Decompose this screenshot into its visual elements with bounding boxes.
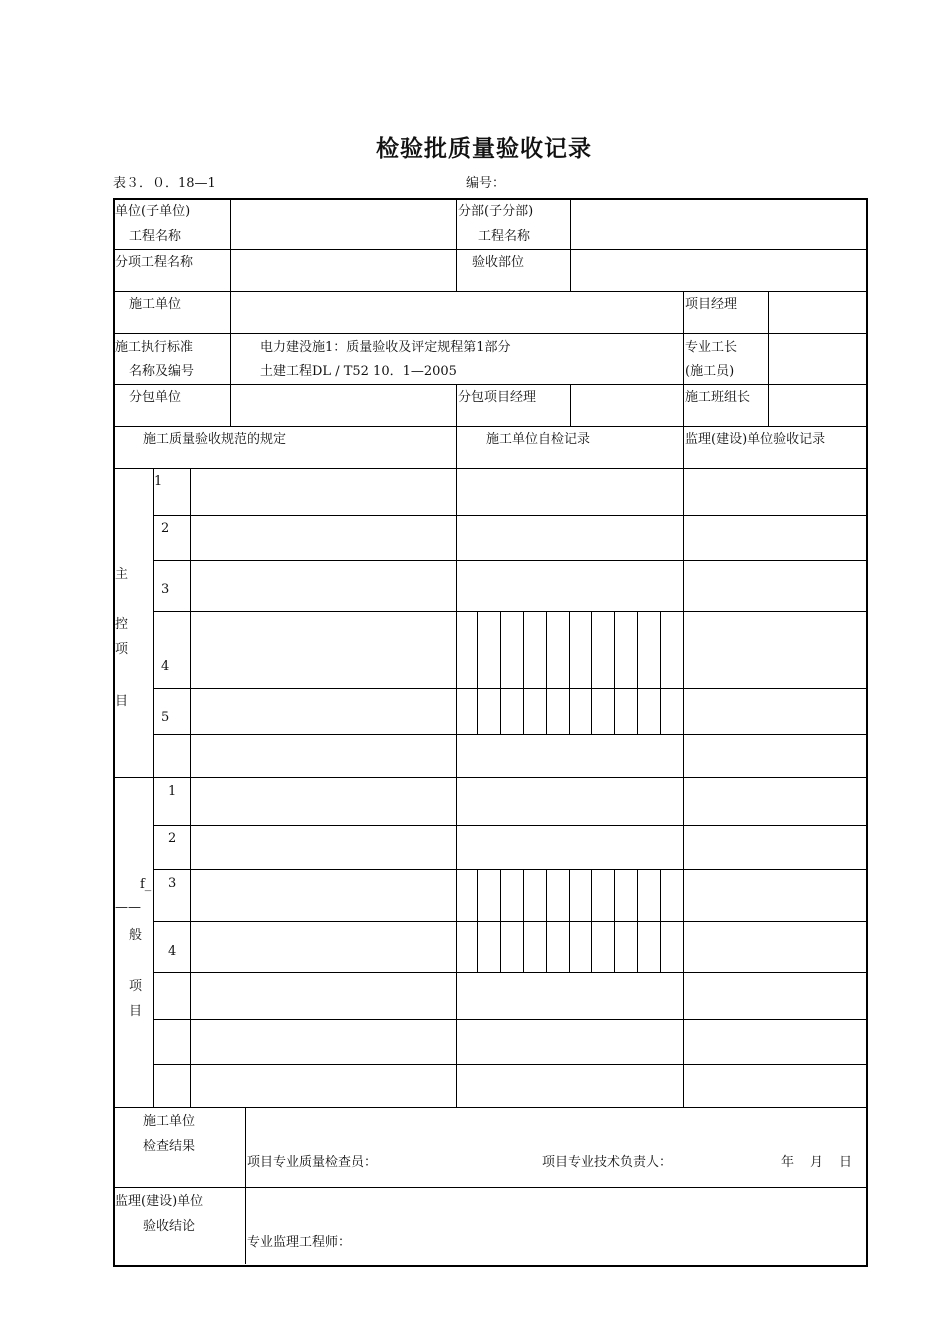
main-item-number: 4 — [161, 659, 170, 674]
main-control-label-char: 控 — [115, 617, 129, 632]
general-item-number: 3 — [168, 876, 177, 891]
grid-rule — [569, 611, 570, 734]
acceptance-part-label: 验收部位 — [472, 255, 525, 270]
grid-rule — [660, 611, 661, 734]
main-item-number: 5 — [161, 710, 170, 725]
main-item-number: 3 — [161, 582, 170, 597]
row-rule — [113, 1187, 866, 1188]
row-rule — [153, 921, 866, 922]
row-rule — [113, 333, 866, 334]
supervision-conclusion-label-2: 验收结论 — [143, 1219, 196, 1234]
row-rule — [113, 384, 866, 385]
col-rule — [456, 426, 457, 1107]
subpart-project-label-2: 工程名称 — [478, 229, 531, 244]
general-label-char: 般 — [129, 928, 143, 943]
team-leader-label: 施工班组长 — [685, 390, 751, 405]
row-rule — [153, 972, 866, 973]
main-control-label-char: 目 — [115, 694, 129, 709]
col-rule — [683, 291, 684, 426]
row-rule — [113, 777, 866, 778]
col-rule — [570, 384, 571, 426]
col-rule — [245, 1107, 246, 1264]
foreman-label-2: (施工员) — [685, 364, 735, 379]
grid-rule — [546, 869, 547, 972]
row-rule — [113, 426, 866, 427]
supervision-column-header: 监理(建设)单位验收记录 — [685, 432, 826, 447]
grid-rule — [523, 611, 524, 734]
standard-label: 施工执行标准 — [115, 340, 194, 355]
standard-label-2: 名称及编号 — [129, 364, 195, 379]
grid-rule — [614, 611, 615, 734]
general-label-top: f_ — [140, 877, 152, 892]
serial-number-label: 编号： — [466, 176, 506, 191]
check-result-label-2: 检查结果 — [143, 1139, 196, 1154]
general-item-number: 2 — [168, 831, 177, 846]
supervisor-label: 专业监理工程师： — [247, 1235, 352, 1250]
grid-rule — [637, 611, 638, 734]
unit-project-label-2: 工程名称 — [129, 229, 182, 244]
date-day-label: 日 — [839, 1155, 853, 1170]
grid-rule — [500, 869, 501, 972]
date-month-label: 月 — [810, 1155, 824, 1170]
general-item-number: 1 — [168, 784, 177, 799]
grid-rule — [546, 611, 547, 734]
grid-rule — [660, 869, 661, 972]
check-result-label: 施工单位 — [143, 1114, 196, 1129]
row-rule — [153, 515, 866, 516]
col-rule — [570, 198, 571, 291]
quality-inspector-label: 项目专业质量检查员： — [247, 1155, 378, 1170]
main-item-number: 2 — [161, 521, 170, 536]
construction-unit-label: 施工单位 — [129, 297, 182, 312]
row-rule — [113, 1107, 866, 1108]
row-rule — [153, 825, 866, 826]
general-label-char: 项 — [129, 979, 143, 994]
document-title: 检验批质量验收记录 — [376, 136, 592, 162]
self-check-column-header: 施工单位自检记录 — [486, 432, 591, 447]
main-item-number: 1 — [154, 474, 163, 489]
row-rule — [153, 611, 866, 612]
date-year-label: 年 — [781, 1155, 795, 1170]
col-rule — [683, 426, 684, 1107]
row-rule — [153, 734, 866, 735]
row-rule — [153, 869, 866, 870]
col-rule — [190, 468, 191, 1107]
main-control-label-char: 主 — [115, 567, 129, 582]
grid-rule — [591, 611, 592, 734]
tech-lead-label: 项目专业技术负责人： — [542, 1155, 673, 1170]
grid-rule — [569, 869, 570, 972]
sub-project-manager-label: 分包项目经理 — [458, 390, 537, 405]
standard-value: 电力建没施1：质量验收及评定规程第1部分 — [260, 340, 511, 355]
col-rule — [456, 384, 457, 426]
row-rule — [153, 1019, 866, 1020]
grid-rule — [477, 611, 478, 734]
general-item-number: 4 — [168, 944, 177, 959]
row-rule — [153, 688, 866, 689]
col-rule — [153, 468, 154, 1107]
foreman-label: 专业工长 — [685, 340, 738, 355]
general-label-char: —— — [115, 900, 141, 915]
subpart-project-label: 分部(子分部) — [458, 204, 534, 219]
project-manager-label: 项目经理 — [685, 297, 738, 312]
row-rule — [153, 560, 866, 561]
unit-project-label: 单位(子单位) — [115, 204, 191, 219]
main-control-label-char: 项 — [115, 642, 129, 657]
grid-rule — [477, 869, 478, 972]
spec-column-header: 施工质量验收规范的规定 — [143, 432, 287, 447]
row-rule — [113, 291, 866, 292]
row-rule — [113, 249, 866, 250]
general-label-char: 目 — [129, 1004, 143, 1019]
standard-value-2: 土建工程DL / T52 10．1—2005 — [260, 364, 457, 379]
grid-rule — [637, 869, 638, 972]
subcontractor-label: 分包单位 — [129, 390, 182, 405]
col-rule — [456, 198, 457, 291]
item-project-label: 分项工程名称 — [115, 255, 194, 270]
grid-rule — [500, 611, 501, 734]
supervision-conclusion-label: 监理(建设)单位 — [115, 1194, 204, 1209]
table-number: 表３．０．18—1 — [113, 176, 216, 191]
row-rule — [113, 468, 866, 469]
col-rule — [768, 291, 769, 426]
grid-rule — [614, 869, 615, 972]
row-rule — [153, 1064, 866, 1065]
grid-rule — [591, 869, 592, 972]
col-rule — [230, 198, 231, 426]
grid-rule — [523, 869, 524, 972]
